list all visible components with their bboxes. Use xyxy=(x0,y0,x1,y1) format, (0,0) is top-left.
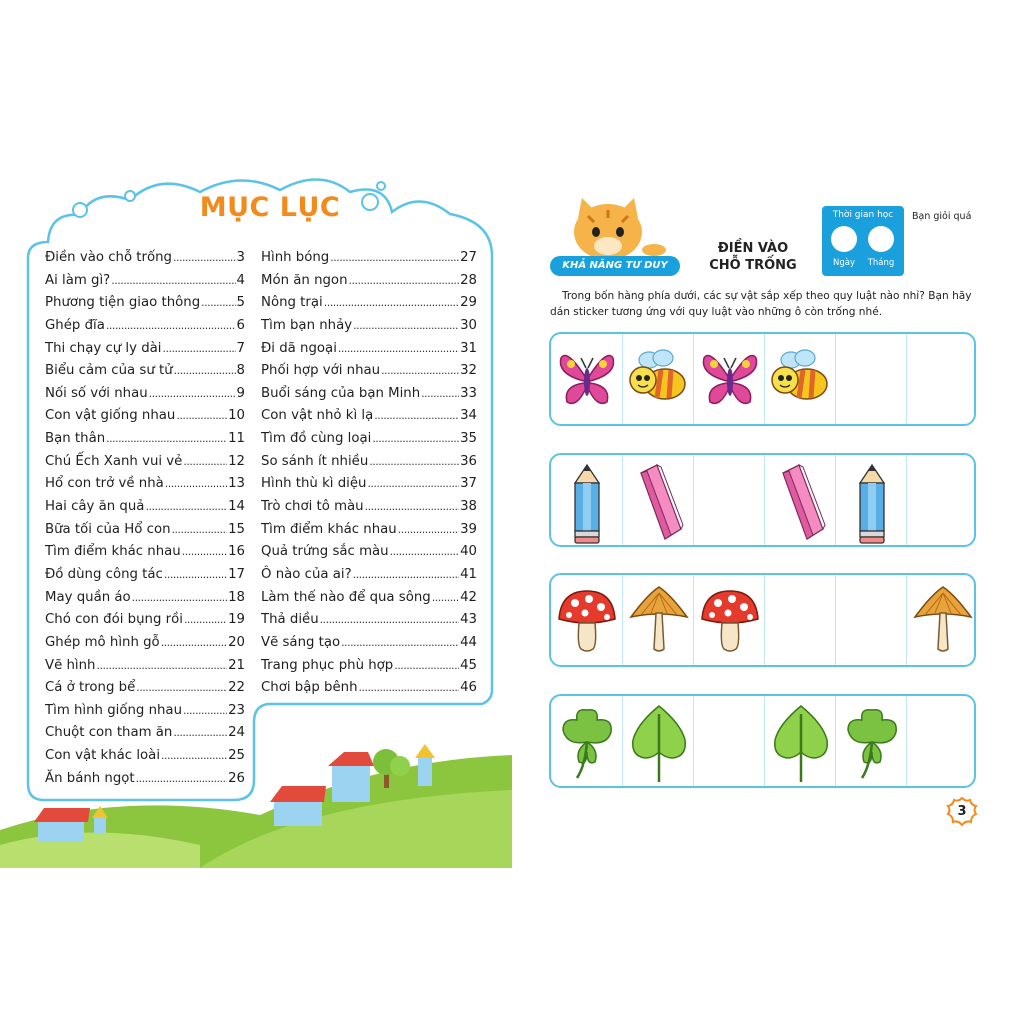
toc-entry-leader xyxy=(163,338,236,361)
toc-entry-label: Thi chạy cự ly dài xyxy=(45,340,162,356)
toc-entry-page: 24 xyxy=(228,725,245,741)
clover-icon xyxy=(551,696,622,786)
toc-entry-label: Đồ dùng công tác xyxy=(45,566,163,582)
pattern-cell xyxy=(622,575,694,665)
toc-entry xyxy=(261,564,477,587)
toc-entry xyxy=(45,428,245,451)
toc-entry-page: 46 xyxy=(460,680,477,696)
empty-sticker-slot[interactable] xyxy=(906,334,978,424)
toc-entry-leader xyxy=(165,473,227,496)
toc-entry-page: 38 xyxy=(460,499,477,515)
toc-entry-page: 25 xyxy=(228,748,245,764)
page-number-badge xyxy=(946,796,978,828)
toc-entry-page: 5 xyxy=(236,295,245,311)
toc-entry-leader xyxy=(173,247,236,270)
category-label: KHẢ NĂNG TƯ DUY xyxy=(562,260,668,271)
toc-entry-leader xyxy=(367,473,459,496)
toc-entry-label: Vẽ sáng tạo xyxy=(261,634,341,650)
toc-entry xyxy=(45,405,245,428)
toc-entry-page: 35 xyxy=(460,431,477,447)
toc-entry-leader xyxy=(394,655,459,678)
pattern-cell xyxy=(906,575,978,665)
book-icon xyxy=(765,455,836,545)
toc-entry-page: 44 xyxy=(460,634,477,650)
toc-entry xyxy=(261,451,477,474)
toc-entry-page: 12 xyxy=(228,453,245,469)
pattern-cell xyxy=(764,455,836,545)
empty-sticker-slot[interactable] xyxy=(906,455,978,545)
toc-entry-leader xyxy=(320,609,459,632)
pattern-cell xyxy=(764,334,836,424)
toc-entry-leader xyxy=(164,564,227,587)
toc-entry-leader xyxy=(111,270,235,293)
toc-entry-label: Phối hợp với nhau xyxy=(261,363,381,379)
pattern-cell xyxy=(622,696,694,786)
toc-entry-leader xyxy=(174,360,236,383)
toc-entry-page: 39 xyxy=(460,521,477,537)
mushroom-spotted-icon xyxy=(694,575,765,665)
book-icon xyxy=(623,455,694,545)
toc-entry xyxy=(261,609,477,632)
toc-entry xyxy=(261,587,477,610)
study-time-title: Thời gian học xyxy=(832,210,894,220)
toc-entry-leader xyxy=(136,677,227,700)
toc-entry-leader xyxy=(106,315,236,338)
toc-entry-label: Cá ở trong bể xyxy=(45,680,136,696)
toc-entry-page: 13 xyxy=(228,476,245,492)
toc-entry xyxy=(261,541,477,564)
toc-entry-label: Hổ con trở về nhà xyxy=(45,476,164,492)
toc-entry-page: 16 xyxy=(228,544,245,560)
toc-entry-page: 41 xyxy=(460,566,477,582)
toc-entry-leader xyxy=(372,428,459,451)
toc-entry-page: 20 xyxy=(228,634,245,650)
toc-entry xyxy=(261,315,477,338)
month-label: Tháng xyxy=(867,258,895,268)
toc-entry-label: Phương tiện giao thông xyxy=(45,295,201,311)
toc-entry-page: 4 xyxy=(236,272,245,288)
toc-entry-label: Tìm điểm khác nhau xyxy=(45,544,181,560)
day-circle xyxy=(831,226,857,252)
toc-entry-page: 45 xyxy=(460,657,477,673)
toc-entry-label: Bữa tối của Hổ con xyxy=(45,521,171,537)
exercise-title-line-1: ĐIỀN VÀO xyxy=(717,241,789,256)
toc-entry-leader xyxy=(398,519,459,542)
toc-entry-leader xyxy=(184,609,227,632)
toc-entry-page: 23 xyxy=(228,702,245,718)
pattern-cell xyxy=(622,334,694,424)
toc-entry-page: 7 xyxy=(236,340,245,356)
empty-sticker-slot[interactable] xyxy=(835,575,907,665)
toc-entry-page: 21 xyxy=(228,657,245,673)
praise-text: Bạn giỏi quá xyxy=(912,211,972,222)
pattern-cell xyxy=(551,696,622,786)
toc-entry-leader xyxy=(359,677,460,700)
exercise-title xyxy=(698,240,808,274)
toc-entry-label: Con vật khác loài xyxy=(45,748,161,764)
toc-entry-label: Chú Ếch Xanh vui vẻ xyxy=(45,453,183,469)
toc-entry xyxy=(45,541,245,564)
toc-entry xyxy=(261,677,477,700)
leaf-icon xyxy=(765,696,836,786)
empty-sticker-slot[interactable] xyxy=(835,334,907,424)
toc-column-2 xyxy=(261,247,477,700)
toc-entry-label: Ô nào của ai? xyxy=(261,566,352,582)
toc-entry-leader xyxy=(365,496,459,519)
toc-entry-leader xyxy=(330,247,459,270)
toc-entry-page: 11 xyxy=(228,431,245,447)
bee-icon xyxy=(623,334,694,424)
toc-entry-leader xyxy=(349,270,460,293)
toc-entry-page: 18 xyxy=(228,589,245,605)
toc-entry xyxy=(45,360,245,383)
pattern-cell xyxy=(693,334,765,424)
pattern-cell xyxy=(551,334,622,424)
butterfly-icon xyxy=(694,334,765,424)
pattern-cell xyxy=(764,696,836,786)
month-circle xyxy=(868,226,894,252)
toc-entry-page: 33 xyxy=(460,385,477,401)
toc-entry-page: 6 xyxy=(236,317,245,333)
toc-entry-label: Nông trại xyxy=(261,295,323,311)
toc-entry-page: 40 xyxy=(460,544,477,560)
leaf-icon xyxy=(623,696,694,786)
pattern-row-4 xyxy=(549,694,976,788)
toc-entry-leader xyxy=(353,315,459,338)
toc-entry-label: Thả diều xyxy=(261,612,319,628)
pencil-icon xyxy=(551,455,622,545)
toc-entry xyxy=(45,247,245,270)
toc-entry-label: Hình bóng xyxy=(261,250,330,265)
toc-entry xyxy=(261,496,477,519)
toc-entry-page: 31 xyxy=(460,340,477,356)
toc-entry-page: 42 xyxy=(460,589,477,605)
toc-entry-leader xyxy=(432,587,459,610)
pencil-icon xyxy=(836,455,907,545)
toc-entry-leader xyxy=(369,451,459,474)
toc-entry xyxy=(45,722,245,745)
toc-entry-label: Chuột con tham ăn xyxy=(45,725,173,741)
toc-entry-page: 28 xyxy=(460,272,477,288)
toc-entry xyxy=(45,587,245,610)
toc-entry xyxy=(45,745,245,768)
toc-entry-label: Nối số với nhau xyxy=(45,385,148,401)
toc-entry-label: Đi dã ngoại xyxy=(261,340,337,356)
toc-entry xyxy=(45,655,245,678)
toc-entry-label: Chơi bập bênh xyxy=(261,680,358,696)
toc-entry-page: 10 xyxy=(228,408,245,424)
toc-entry xyxy=(261,360,477,383)
pattern-row-3 xyxy=(549,573,976,667)
toc-entry-leader xyxy=(374,405,459,428)
toc-entry xyxy=(45,270,245,293)
toc-entry-page: 19 xyxy=(228,612,245,628)
toc-entry-label: Trang phục phù hợp xyxy=(261,657,394,673)
toc-entry-leader xyxy=(341,632,459,655)
bee-icon xyxy=(765,334,836,424)
toc-entry-label: Ai làm gì? xyxy=(45,272,111,288)
pattern-cell xyxy=(551,575,622,665)
toc-entry-leader xyxy=(172,519,228,542)
empty-sticker-slot[interactable] xyxy=(693,696,765,786)
toc-entry-leader xyxy=(353,564,459,587)
toc-entry-leader xyxy=(183,451,227,474)
toc-entry-page: 43 xyxy=(460,612,477,628)
toc-entry xyxy=(261,519,477,542)
toc-entry xyxy=(45,564,245,587)
toc-entry-label: Hình thù kì diệu xyxy=(261,476,367,492)
toc-entry-page: 17 xyxy=(228,566,245,582)
pattern-cell xyxy=(835,455,907,545)
toc-entry-label: So sánh ít nhiều xyxy=(261,453,369,469)
toc-entry-leader xyxy=(421,383,459,406)
toc-entry-label: Bạn thân xyxy=(45,431,106,447)
toc-entry-label: Ăn bánh ngọt xyxy=(45,770,135,786)
toc-entry xyxy=(45,496,245,519)
toc-entry-page: 32 xyxy=(460,363,477,379)
mushroom-brown-icon xyxy=(623,575,694,665)
toc-entry-page: 34 xyxy=(460,408,477,424)
study-time-box xyxy=(822,206,904,276)
toc-entry-page: 30 xyxy=(460,317,477,333)
toc-entry xyxy=(45,292,245,315)
toc-entry-page: 27 xyxy=(460,250,477,265)
toc-entry xyxy=(45,473,245,496)
toc-entry-leader xyxy=(324,292,459,315)
toc-entry xyxy=(261,270,477,293)
pattern-cell xyxy=(693,575,765,665)
toc-entry-page: 3 xyxy=(236,250,245,265)
day-label: Ngày xyxy=(833,258,855,268)
toc-entry xyxy=(45,768,245,791)
toc-entry-page: 36 xyxy=(460,453,477,469)
toc-entry-label: Con vật nhỏ kì lạ xyxy=(261,408,374,424)
toc-entry xyxy=(45,519,245,542)
toc-entry-label: Điền vào chỗ trống xyxy=(45,250,172,265)
mushroom-brown-icon xyxy=(907,575,978,665)
empty-sticker-slot[interactable] xyxy=(906,696,978,786)
toc-entry-label: Tìm hình giống nhau xyxy=(45,702,182,718)
toc-entry-leader xyxy=(161,632,227,655)
toc-entry-label: Làm thế nào để qua sông xyxy=(261,589,431,605)
toc-entry-label: Trò chơi tô màu xyxy=(261,499,364,515)
toc-entry-leader xyxy=(173,722,227,745)
toc-entry-label: Vẽ hình xyxy=(45,657,96,673)
toc-entry-leader xyxy=(183,700,227,723)
toc-entry-label: Con vật giống nhau xyxy=(45,408,176,424)
toc-entry xyxy=(45,632,245,655)
toc-entry xyxy=(261,383,477,406)
toc-entry-label: Hai cây ăn quả xyxy=(45,499,145,515)
pattern-cell xyxy=(551,455,622,545)
toc-entry-label: Chó con đói bụng rồi xyxy=(45,612,183,628)
toc-entry-label: Ghép mô hình gỗ xyxy=(45,634,160,650)
toc-entry-leader xyxy=(145,496,227,519)
toc-entry-label: Món ăn ngon xyxy=(261,272,348,288)
pattern-row-2 xyxy=(549,453,976,547)
mushroom-spotted-icon xyxy=(551,575,622,665)
house-icon xyxy=(270,786,326,826)
toc-entry xyxy=(45,609,245,632)
toc-entry xyxy=(45,315,245,338)
toc-entry-page: 9 xyxy=(236,385,245,401)
toc-entry-page: 14 xyxy=(228,499,245,515)
toc-entry-label: Quả trứng sắc màu xyxy=(261,544,389,560)
toc-entry-page: 29 xyxy=(460,295,477,311)
toc-entry-page: 37 xyxy=(460,476,477,492)
toc-entry-leader xyxy=(96,655,227,678)
toc-entry-leader xyxy=(149,383,236,406)
toc-entry xyxy=(45,451,245,474)
toc-column-1 xyxy=(45,247,245,790)
toc-entry-page: 22 xyxy=(228,680,245,696)
instruction-text: Trong bốn hàng phía dưới, các sự vật sắp xếp theo quy luật nào nhỉ? Bạn hãy dán sticker tương ứng với quy luật vào những ô còn trống nhé. xyxy=(550,290,972,318)
toc-entry-label: Tìm đồ cùng loại xyxy=(261,431,372,447)
empty-sticker-slot[interactable] xyxy=(764,575,836,665)
toc-entry-page: 15 xyxy=(228,521,245,537)
toc-entry xyxy=(45,677,245,700)
toc-entry xyxy=(261,338,477,361)
pattern-cell xyxy=(835,696,907,786)
toc-entry-label: Tìm điểm khác nhau xyxy=(261,521,397,537)
toc-entry-page: 8 xyxy=(236,363,245,379)
toc-title: MỤC LỤC xyxy=(199,192,341,223)
toc-entry xyxy=(45,700,245,723)
clover-icon xyxy=(836,696,907,786)
toc-entry xyxy=(45,338,245,361)
toc-entry-leader xyxy=(132,587,227,610)
pattern-cell xyxy=(622,455,694,545)
toc-entry-leader xyxy=(201,292,235,315)
toc-entry xyxy=(261,632,477,655)
toc-entry xyxy=(261,405,477,428)
toc-entry-leader xyxy=(182,541,227,564)
toc-entry-leader xyxy=(136,768,227,791)
toc-entry-leader xyxy=(106,428,227,451)
toc-entry-label: Buổi sáng của bạn Minh xyxy=(261,385,421,401)
toc-entry xyxy=(45,383,245,406)
toc-entry xyxy=(261,428,477,451)
toc-entry-leader xyxy=(176,405,227,428)
toc-entry-leader xyxy=(161,745,227,768)
toc-entry-label: Tìm bạn nhảy xyxy=(261,317,353,333)
exercise-title-line-2: CHỖ TRỐNG xyxy=(709,258,797,273)
empty-sticker-slot[interactable] xyxy=(693,455,765,545)
right-page-exercise xyxy=(512,0,1024,1024)
toc-entry-leader xyxy=(338,338,459,361)
toc-entry-label: Ghép đĩa xyxy=(45,317,105,333)
butterfly-icon xyxy=(551,334,622,424)
toc-entry-label: May quần áo xyxy=(45,589,131,605)
toc-entry xyxy=(261,655,477,678)
toc-entry-leader xyxy=(381,360,459,383)
toc-entry xyxy=(261,473,477,496)
pattern-row-1 xyxy=(549,332,976,426)
toc-entry-label: Biểu cảm của sư tử xyxy=(45,363,173,379)
toc-entry-leader xyxy=(390,541,459,564)
toc-entry-page: 26 xyxy=(228,770,245,786)
toc-entry xyxy=(261,292,477,315)
toc-entry xyxy=(261,247,477,270)
page-number: 3 xyxy=(957,804,967,819)
